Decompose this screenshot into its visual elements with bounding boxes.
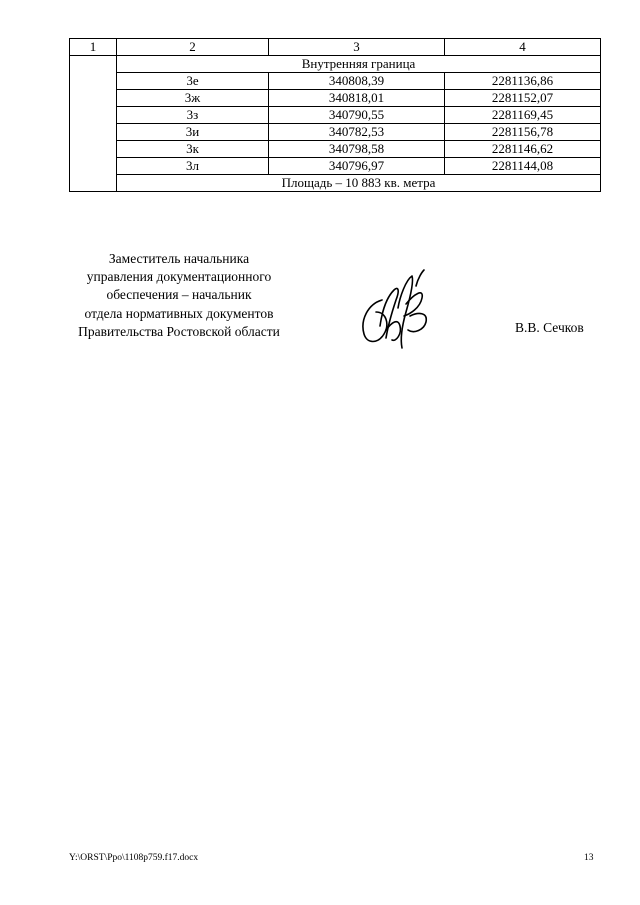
y-cell: 2281146,62 — [445, 141, 601, 158]
table-row — [70, 90, 601, 107]
point-cell: 3л — [117, 158, 269, 175]
table-row — [70, 73, 601, 90]
position-line: обеспечения – начальник — [106, 287, 252, 303]
y-cell: 2281144,08 — [445, 158, 601, 175]
header-cell: 1 — [70, 39, 117, 56]
x-cell: 340818,01 — [269, 90, 445, 107]
handwritten-signature — [356, 268, 436, 352]
position-line: отдела нормативных документов — [84, 305, 274, 321]
signatory-position — [62, 250, 296, 341]
point-cell: 3ж — [117, 90, 269, 107]
x-cell: 340782,53 — [269, 124, 445, 141]
point-cell: 3з — [117, 107, 269, 124]
position-line: Правительства Ростовской области — [78, 323, 280, 339]
position-line: управления документационного — [86, 269, 272, 285]
empty-number-cell — [70, 56, 117, 192]
header-cell: 4 — [445, 39, 601, 56]
page-number: 13 — [584, 853, 594, 863]
point-cell: 3е — [117, 73, 269, 90]
point-cell: 3и — [117, 124, 269, 141]
y-cell: 2281169,45 — [445, 107, 601, 124]
area-cell: Площадь – 10 883 кв. метра — [117, 175, 601, 192]
y-cell: 2281136,86 — [445, 73, 601, 90]
section-title-row — [70, 56, 601, 73]
x-cell: 340808,39 — [269, 73, 445, 90]
table-row — [70, 124, 601, 141]
file-path: Y:\ORST\Ppo\1108p759.f17.docx — [69, 853, 199, 863]
x-cell: 340796,97 — [269, 158, 445, 175]
header-cell: 3 — [269, 39, 445, 56]
table-header-row — [70, 39, 601, 56]
table-row — [70, 107, 601, 124]
x-cell: 340790,55 — [269, 107, 445, 124]
coordinates-table — [69, 38, 601, 192]
y-cell: 2281152,07 — [445, 90, 601, 107]
table-row — [70, 158, 601, 175]
y-cell: 2281156,78 — [445, 124, 601, 141]
header-cell: 2 — [117, 39, 269, 56]
area-row — [70, 175, 601, 192]
table-row — [70, 141, 601, 158]
section-title: Внутренняя граница — [117, 56, 601, 73]
signer-name: В.В. Сечков — [515, 320, 584, 335]
x-cell: 340798,58 — [269, 141, 445, 158]
position-line: Заместитель начальника — [108, 251, 250, 266]
point-cell: 3к — [117, 141, 269, 158]
